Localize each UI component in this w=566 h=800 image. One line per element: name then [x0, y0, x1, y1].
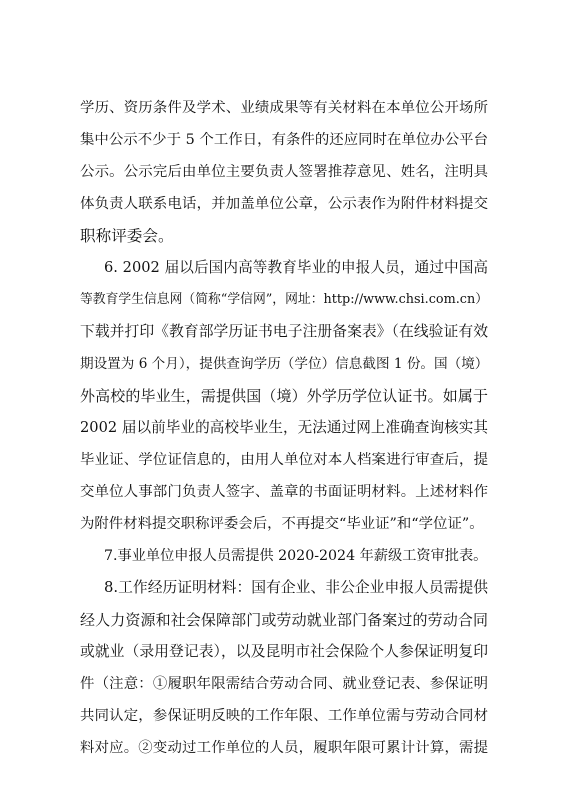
text-line: 2002 届以前毕业的高校毕业生，无法通过网上准确查询核实其 — [80, 419, 488, 436]
text-line: 交单位人事部门负责人签字、盖章的书面证明材料。上述材料作 — [80, 484, 488, 500]
text-line: 职称评委会。 — [80, 227, 174, 245]
text-line: 或就业（录用登记表），以及昆明市社会保险个人参保证明复印 — [80, 643, 488, 660]
text-line: 体负责人联系电话，并加盖单位公章，公示表作为附件材料提交 — [80, 196, 488, 212]
paragraph-8-start: 8.工作经历证明材料：国有企业、非公企业申报人员需提供 — [104, 579, 488, 596]
paragraph-6-start: 6. 2002 届以后国内高等教育毕业的申报人员，通过中国高 — [104, 259, 488, 276]
paragraph-7: 7.事业单位申报人员需提供 2020-2024 年薪级工资审批表。 — [104, 548, 488, 564]
text-line: 下载并打印《教育部学历证书电子注册备案表》（在线验证有效 — [80, 323, 488, 340]
text-line: 件（注意：①履职年限需结合劳动合同、就业登记表、参保证明 — [80, 676, 488, 692]
text-line: 集中公示不少于 5 个工作日，有条件的还应同时在单位办公平台 — [80, 132, 488, 148]
text-line: 为附件材料提交职称评委会后，不再提交“毕业证”和“学位证”。 — [80, 516, 484, 532]
text-line: 毕业证、学位证信息的，由用人单位对本人档案进行审查后，提 — [80, 452, 488, 468]
text-line: 公示。公示完后由单位主要负责人签署推荐意见、姓名，注明具 — [80, 164, 488, 180]
text-line: 外高校的毕业生，需提供国（境）外学历学位认证书。如属于 — [80, 387, 488, 405]
text-line: 经人力资源和社会保障部门或劳动就业部门备案过的劳动合同 — [80, 611, 488, 629]
text-line: 等教育学生信息网（简称“学信网”，网址：http://www.chsi.com.cn） — [80, 292, 488, 307]
text-line: 共同认定，参保证明反映的工作年限、工作单位需与劳动合同材 — [80, 708, 488, 724]
text-line: 料对应。②变动过工作单位的人员，履职年限可累计计算，需提 — [80, 740, 488, 756]
text-line: 学历、资历条件及学术、业绩成果等有关材料在本单位公开场所 — [80, 100, 488, 116]
text-line: 期设置为 6 个月），提供查询学历（学位）信息截图 1 份。国（境） — [80, 356, 488, 372]
